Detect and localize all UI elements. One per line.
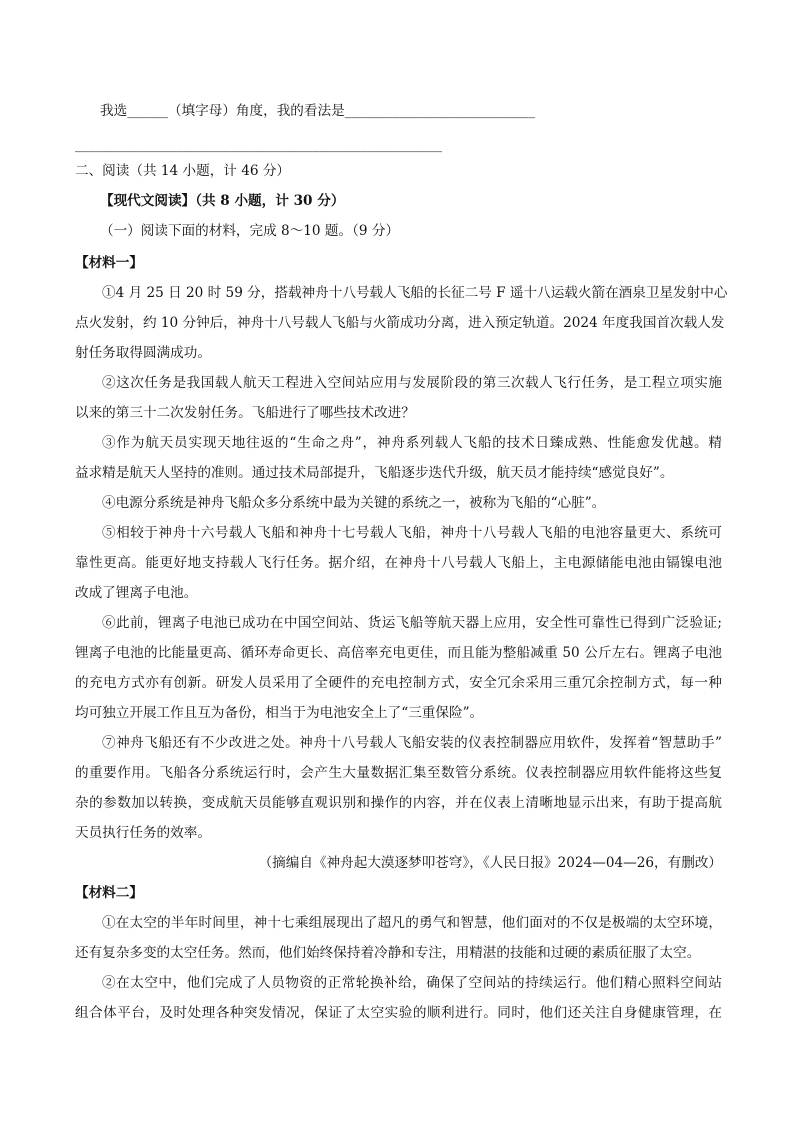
material1-line: 以来的第三十二次发射任务。飞船进行了哪些技术改进？ (75, 405, 415, 421)
material1-line: 点火发射，约 10 分钟后，神舟十八号载人飞船与火箭成功分离，进入预定轨道。2024 年度我国首次载人发 (75, 315, 725, 331)
answer-prefix: 我选 (100, 103, 128, 119)
material1-line: 益求精是航天人坚持的准则。通过技术局部提升，飞船逐步迭代升级，航天员才能持续“感觉良好”。 (75, 465, 674, 481)
letter-blank[interactable]: ______ (127, 103, 168, 119)
answer-hint: （填字母）角度，我的看法是 (167, 103, 345, 119)
material1-line: ⑤相较于神舟十六号载人飞船和神舟十七号载人飞船，神舟十八号载人飞船的电池容量更大、系统可 (102, 525, 722, 541)
subsection-title (100, 192, 750, 210)
material1-line: 杂的参数加以转换，变成航天员能够直观识别和操作的内容，并在仪表上清晰地显示出来，有助于提高航 (75, 795, 722, 811)
material2-line: ②在太空中，他们完成了人员物资的正常轮换补给，确保了空间站的持续运行。他们精心照料空间站 (102, 975, 722, 991)
material1-line: 改成了锂离子电池。 (75, 585, 198, 601)
material1-line: ①4 月 25 日 20 时 59 分，搭载神舟十八号载人飞船的长征二号 F 遥十八运载火箭在酒泉卫星发射中心 (102, 285, 728, 301)
answer-prompt-line (100, 102, 720, 120)
material1-source: （摘编自《神舟起大漠逐梦叩苍穹》，《人民日报》2024—04—26，有删改） (258, 855, 722, 871)
material1-line: ③作为航天员实现天地往返的“生命之舟”，神舟系列载人飞船的技术日臻成熟、性能愈发优越。精 (102, 435, 722, 451)
material1-line: ⑥此前，锂离子电池已成功在中国空间站、货运飞船等航天器上应用，安全性可靠性已得到广泛验证; (102, 615, 722, 631)
material1-heading: 【材料一】 (75, 255, 143, 271)
instruction-text: （一）阅读下面的材料，完成 8～10 题。（9 分） (100, 223, 400, 239)
material1-line: 靠性更高。能更好地支持载人飞行任务。据介绍，在神舟十八号载人飞船上，主电源储能电池由镉镍电池 (75, 555, 722, 571)
section-title: 二、阅读（共 14 小题，计 46 分） (75, 163, 291, 179)
material2-line: ①在太空的半年时间里，神十七乘组展现出了超凡的勇气和智慧，他们面对的不仅是极端的太空环境， (102, 915, 722, 931)
material2-heading: 【材料二】 (75, 885, 143, 901)
material1-line: ②这次任务是我国载人航天工程进入空间站应用与发展阶段的第三次载人飞行任务，是工程立项实施 (102, 375, 722, 391)
opinion-blank-line[interactable]: ______________________________________________________ (75, 137, 443, 153)
material1-line: 天员执行任务的效率。 (75, 825, 211, 841)
subsection-text: 【现代文阅读】（共 8 小题，计 30 分） (100, 193, 345, 209)
material1-line: 的充电方式亦有创新。研发人员采用了全硬件的充电控制方式，安全冗余采用三重冗余控制方式，每一种 (75, 675, 722, 691)
material1-line: 射任务取得圆满成功。 (75, 345, 211, 361)
material2-line: 组合体平台，及时处理各种突发情况，保证了太空实验的顺利进行。同时，他们还关注自身健康管理，在 (75, 1005, 722, 1021)
opinion-blank[interactable]: ____________________________ (344, 103, 535, 119)
material1-line: 均可独立开展工作且互为备份，相当于为电池安全上了“三重保险”。 (75, 705, 484, 721)
material2-line: 还有复杂多变的太空任务。然而，他们始终保持着冷静和专注，用精湛的技能和过硬的素质征服了太空。 (75, 945, 701, 961)
material1-line: ④电源分系统是神舟飞船众多分系统中最为关键的系统之一，被称为飞船的“心脏”。 (102, 495, 606, 511)
material1-line: 锂离子电池的比能量更高、循环寿命更长、高倍率充电更佳，而且能为整船减重 50 公斤左右。锂离子电池 (75, 645, 722, 661)
material1-line: 的重要作用。飞船各分系统运行时，会产生大量数据汇集至数管分系统。仪表控制器应用软件能将这些复 (75, 765, 722, 781)
material1-line: ⑦神舟飞船还有不少改进之处。神舟十八号载人飞船安装的仪表控制器应用软件，发挥着“智慧助手” (102, 735, 722, 751)
